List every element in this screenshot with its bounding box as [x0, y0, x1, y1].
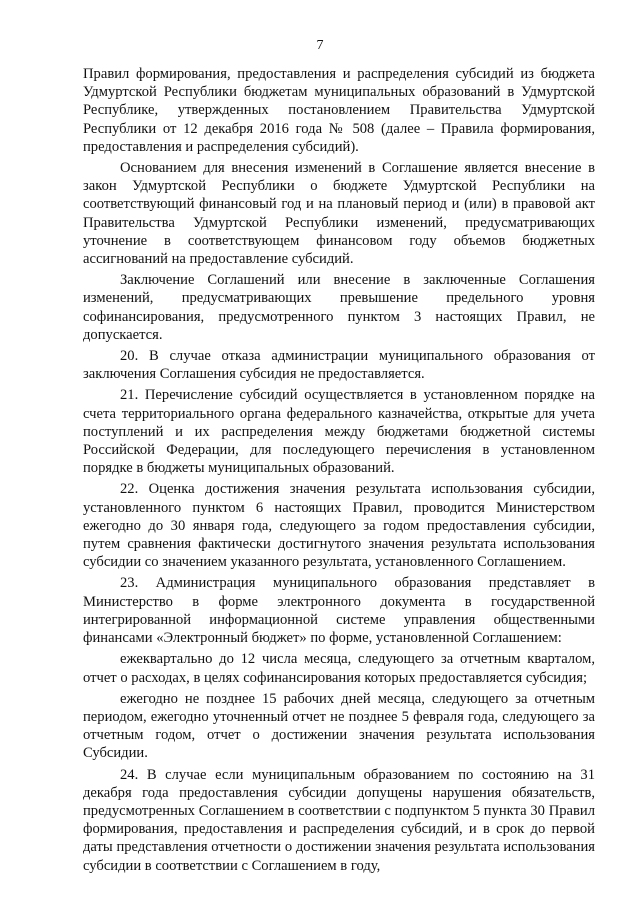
paragraph-item-24: 24. В случае если муниципальным образованием по состоянию на 31 декабря года предоставления субсидии допущены нарушения обязательств, предусмотренных Соглашением в соответствии с подпунктом 5 пункта 30 Правил формирования, предоставления и распределения субсидий, и в срок до первой даты представления отчетности о достижении значения результата использования субсидии в соответствии с Соглашением в году,: [83, 766, 595, 874]
paragraph-item-22: 22. Оценка достижения значения результата использования субсидии, установленного пунктом 6 настоящих Правил, проводится Министерством ежегодно до 30 января года, следующего за годом предоставления субсидии, путем сравнения фактически достигнутого значения результата использования субсидии со значением указанного результата, установленного Соглашением.: [83, 481, 595, 571]
document-body: [83, 65, 595, 878]
paragraph-item-23: 23. Администрация муниципального образования представляет в Министерство в форме электронного документа в государственной интегрированной информационной системе управления общественными финансами «Электронный бюджет» по форме, установленной Соглашением:: [83, 575, 595, 647]
paragraph-grounds-for-amendment: Основанием для внесения изменений в Соглашение является внесение в закон Удмуртской Республики о бюджете Удмуртской Республики на соответствующий финансовый год и на плановый период и (или) в правовой акт Правительства Удмуртской Республики изменений, предусматривающих уточнение в соответствующем финансовом году объемов бюджетных ассигнований на предоставление субсидий.: [83, 160, 595, 268]
paragraph-quarterly-report: ежеквартально до 12 числа месяца, следующего за отчетным кварталом, отчет о расходах, в целях софинансирования которых предоставляется субсидия;: [83, 651, 595, 686]
paragraph-cofinancing-limit: Заключение Соглашений или внесение в заключенные Соглашения изменений, предусматривающих превышение предельного уровня софинансирования, предусмотренного пунктом 3 настоящих Правил, не допускается.: [83, 272, 595, 343]
page-number: 7: [316, 38, 324, 53]
paragraph-annual-report: ежегодно не позднее 15 рабочих дней месяца, следующего за отчетным периодом, ежегодно уточненный отчет не позднее 5 февраля года, следующего за отчетным годом, отчет о достижении значения результата использования Субсидии.: [83, 690, 595, 762]
paragraph-item-21: 21. Перечисление субсидий осуществляется в установленном порядке на счета территориального органа федерального казначейства, открытые для учета поступлений и их распределения между бюджетами бюджетной системы Российской Федерации, для последующего перечисления в установленном порядке в бюджеты муниципальных образований.: [83, 387, 595, 477]
paragraph-rules-continuation: Правил формирования, предоставления и распределения субсидий из бюджета Удмуртской Республики бюджетам муниципальных образований в Удмуртской Республике, утвержденных постановлением Правительства Удмуртской Республики от 12 декабря 2016 года № 508 (далее – Правила формирования, предоставления и распределения субсидий).: [83, 66, 595, 155]
paragraph-item-20: 20. В случае отказа администрации муниципального образования от заключения Соглашения субсидия не предоставляется.: [83, 348, 595, 383]
